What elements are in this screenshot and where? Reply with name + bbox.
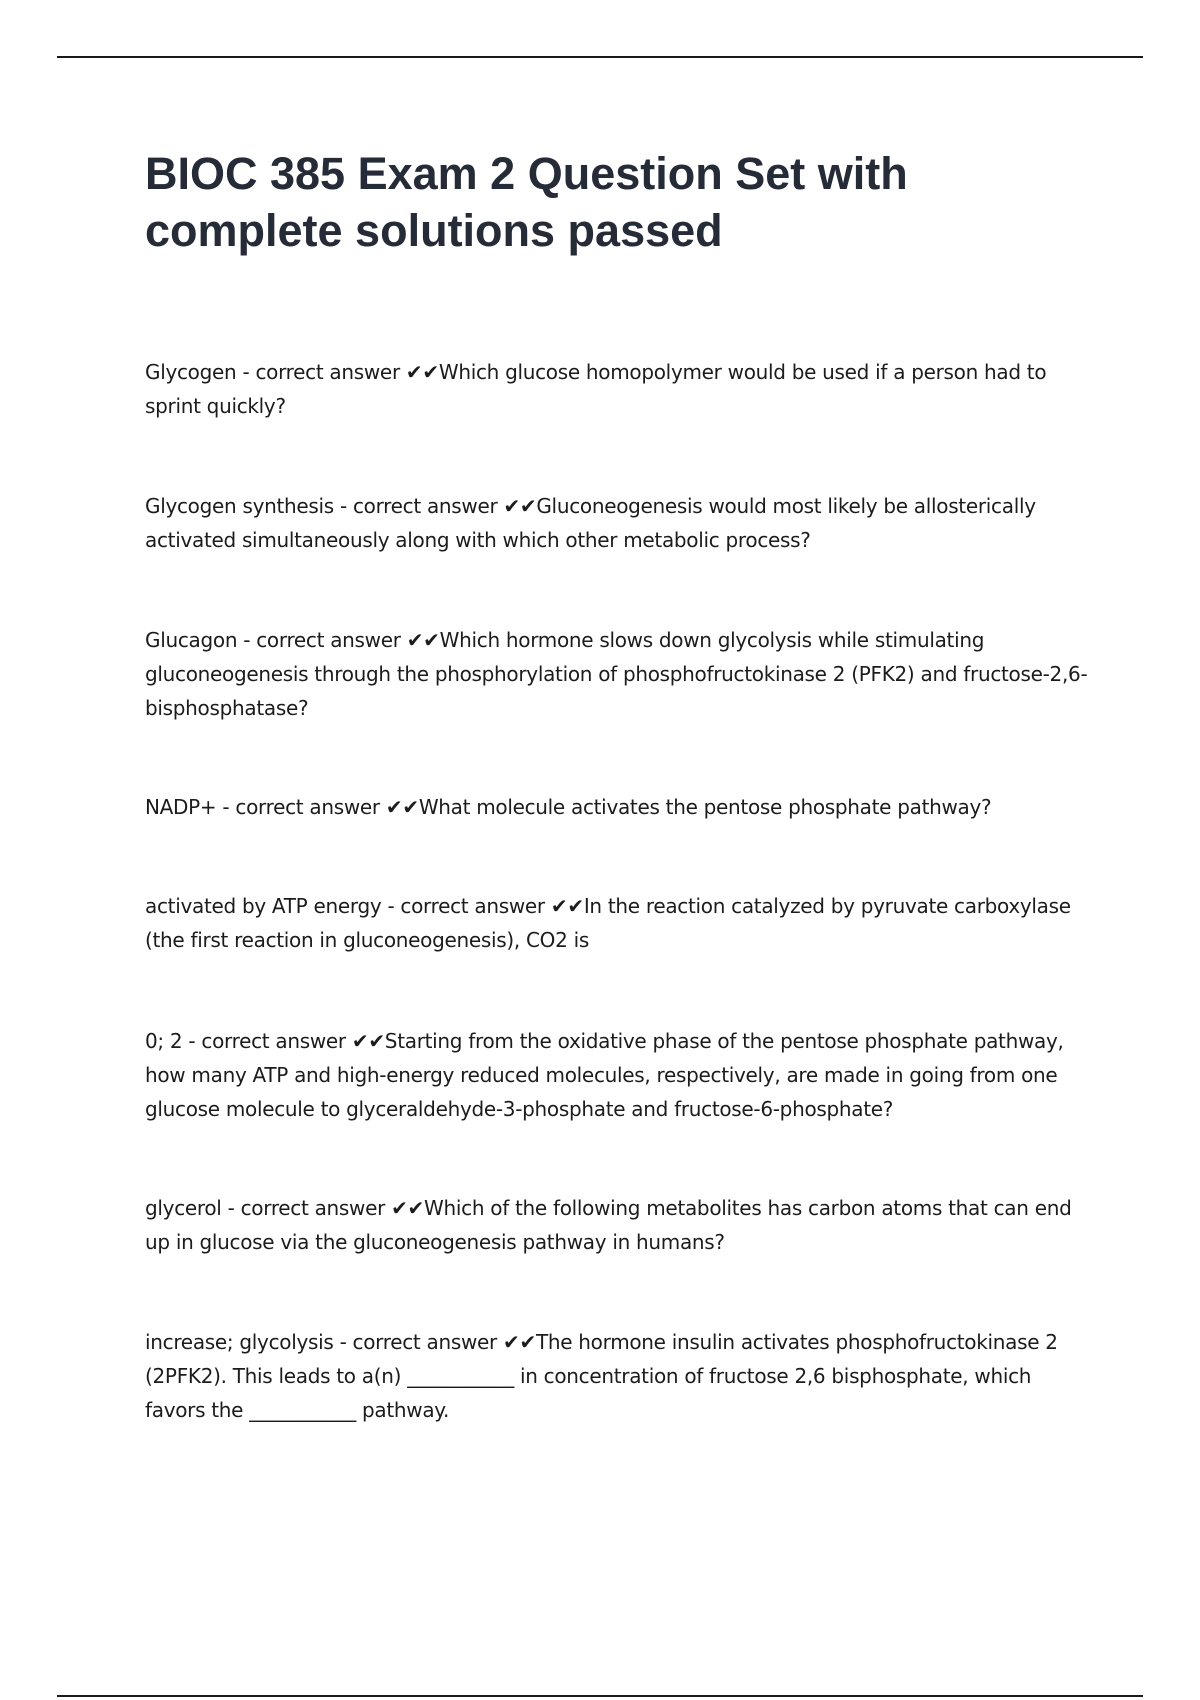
correct-answer-label: - correct answer: [237, 628, 407, 652]
page-title: BIOC 385 Exam 2 Question Set with complete solutions passed: [145, 148, 908, 256]
correct-answer-label: - correct answer: [221, 1196, 392, 1220]
double-check-icon: ✔✔: [405, 360, 439, 384]
question-text: Starting from the oxidative phase of the pentose phosphate pathway, how many ATP and high-energy reduced molecules, respectively, are made in going from one glucose molecule to glyceraldehyde-3-phosphate and fructose-6-phosphate?: [145, 1029, 1064, 1121]
correct-answer-label: - correct answer: [216, 795, 386, 819]
answer-text: NADP+: [145, 795, 217, 819]
qa-item-2: [145, 489, 1095, 557]
answer-text: glycerol: [145, 1196, 222, 1220]
question-text: The hormone insulin activates phosphofructokinase 2 (2PFK2). This leads to a(n) ___________ in concentration of fructose 2,6 bisphosphate, which favors the ___________ pathway.: [145, 1330, 1058, 1422]
answer-text: Glycogen: [145, 360, 237, 384]
correct-answer-label: - correct answer: [381, 894, 551, 918]
question-text: In the reaction catalyzed by pyruvate carboxylase (the first reaction in gluconeogenesis), CO2 is: [145, 894, 1071, 952]
double-check-icon: ✔✔: [550, 894, 584, 918]
qa-item-5: [145, 889, 1095, 957]
answer-text: Glycogen synthesis: [145, 494, 334, 518]
double-check-icon: ✔✔: [385, 795, 419, 819]
answer-text: increase; glycolysis: [145, 1330, 334, 1354]
qa-item-7: [145, 1191, 1095, 1259]
correct-answer-label: - correct answer: [333, 1330, 504, 1354]
correct-answer-label: - correct answer: [333, 494, 504, 518]
double-check-icon: ✔✔: [351, 1029, 385, 1053]
top-divider: [57, 56, 1143, 58]
answer-text: 0; 2: [145, 1029, 183, 1053]
qa-item-6: [145, 1024, 1095, 1126]
answer-text: activated by ATP energy: [145, 894, 382, 918]
qa-item-1: [145, 355, 1095, 423]
correct-answer-label: - correct answer: [182, 1029, 352, 1053]
qa-item-3: [145, 623, 1095, 725]
question-text: Which glucose homopolymer would be used if a person had to sprint quickly?: [145, 360, 1047, 418]
question-text: Gluconeogenesis would most likely be allosterically activated simultaneously along with which other metabolic process?: [145, 494, 1036, 552]
answer-text: Glucagon: [145, 628, 238, 652]
bottom-divider: [57, 1695, 1143, 1697]
question-text: What molecule activates the pentose phosphate pathway?: [418, 795, 992, 819]
correct-answer-label: - correct answer: [236, 360, 406, 384]
qa-item-4: [145, 790, 1095, 824]
question-text: Which hormone slows down glycolysis while stimulating gluconeogenesis through the phosphorylation of phosphofructokinase 2 (PFK2) and fructose-2,6-bisphosphatase?: [145, 628, 1088, 720]
question-text: Which of the following metabolites has carbon atoms that can end up in glucose via the gluconeogenesis pathway in humans?: [145, 1196, 1072, 1254]
double-check-icon: ✔✔: [406, 628, 440, 652]
qa-item-8: [145, 1325, 1095, 1427]
double-check-icon: ✔✔: [503, 494, 537, 518]
double-check-icon: ✔✔: [391, 1196, 425, 1220]
double-check-icon: ✔✔: [503, 1330, 536, 1354]
